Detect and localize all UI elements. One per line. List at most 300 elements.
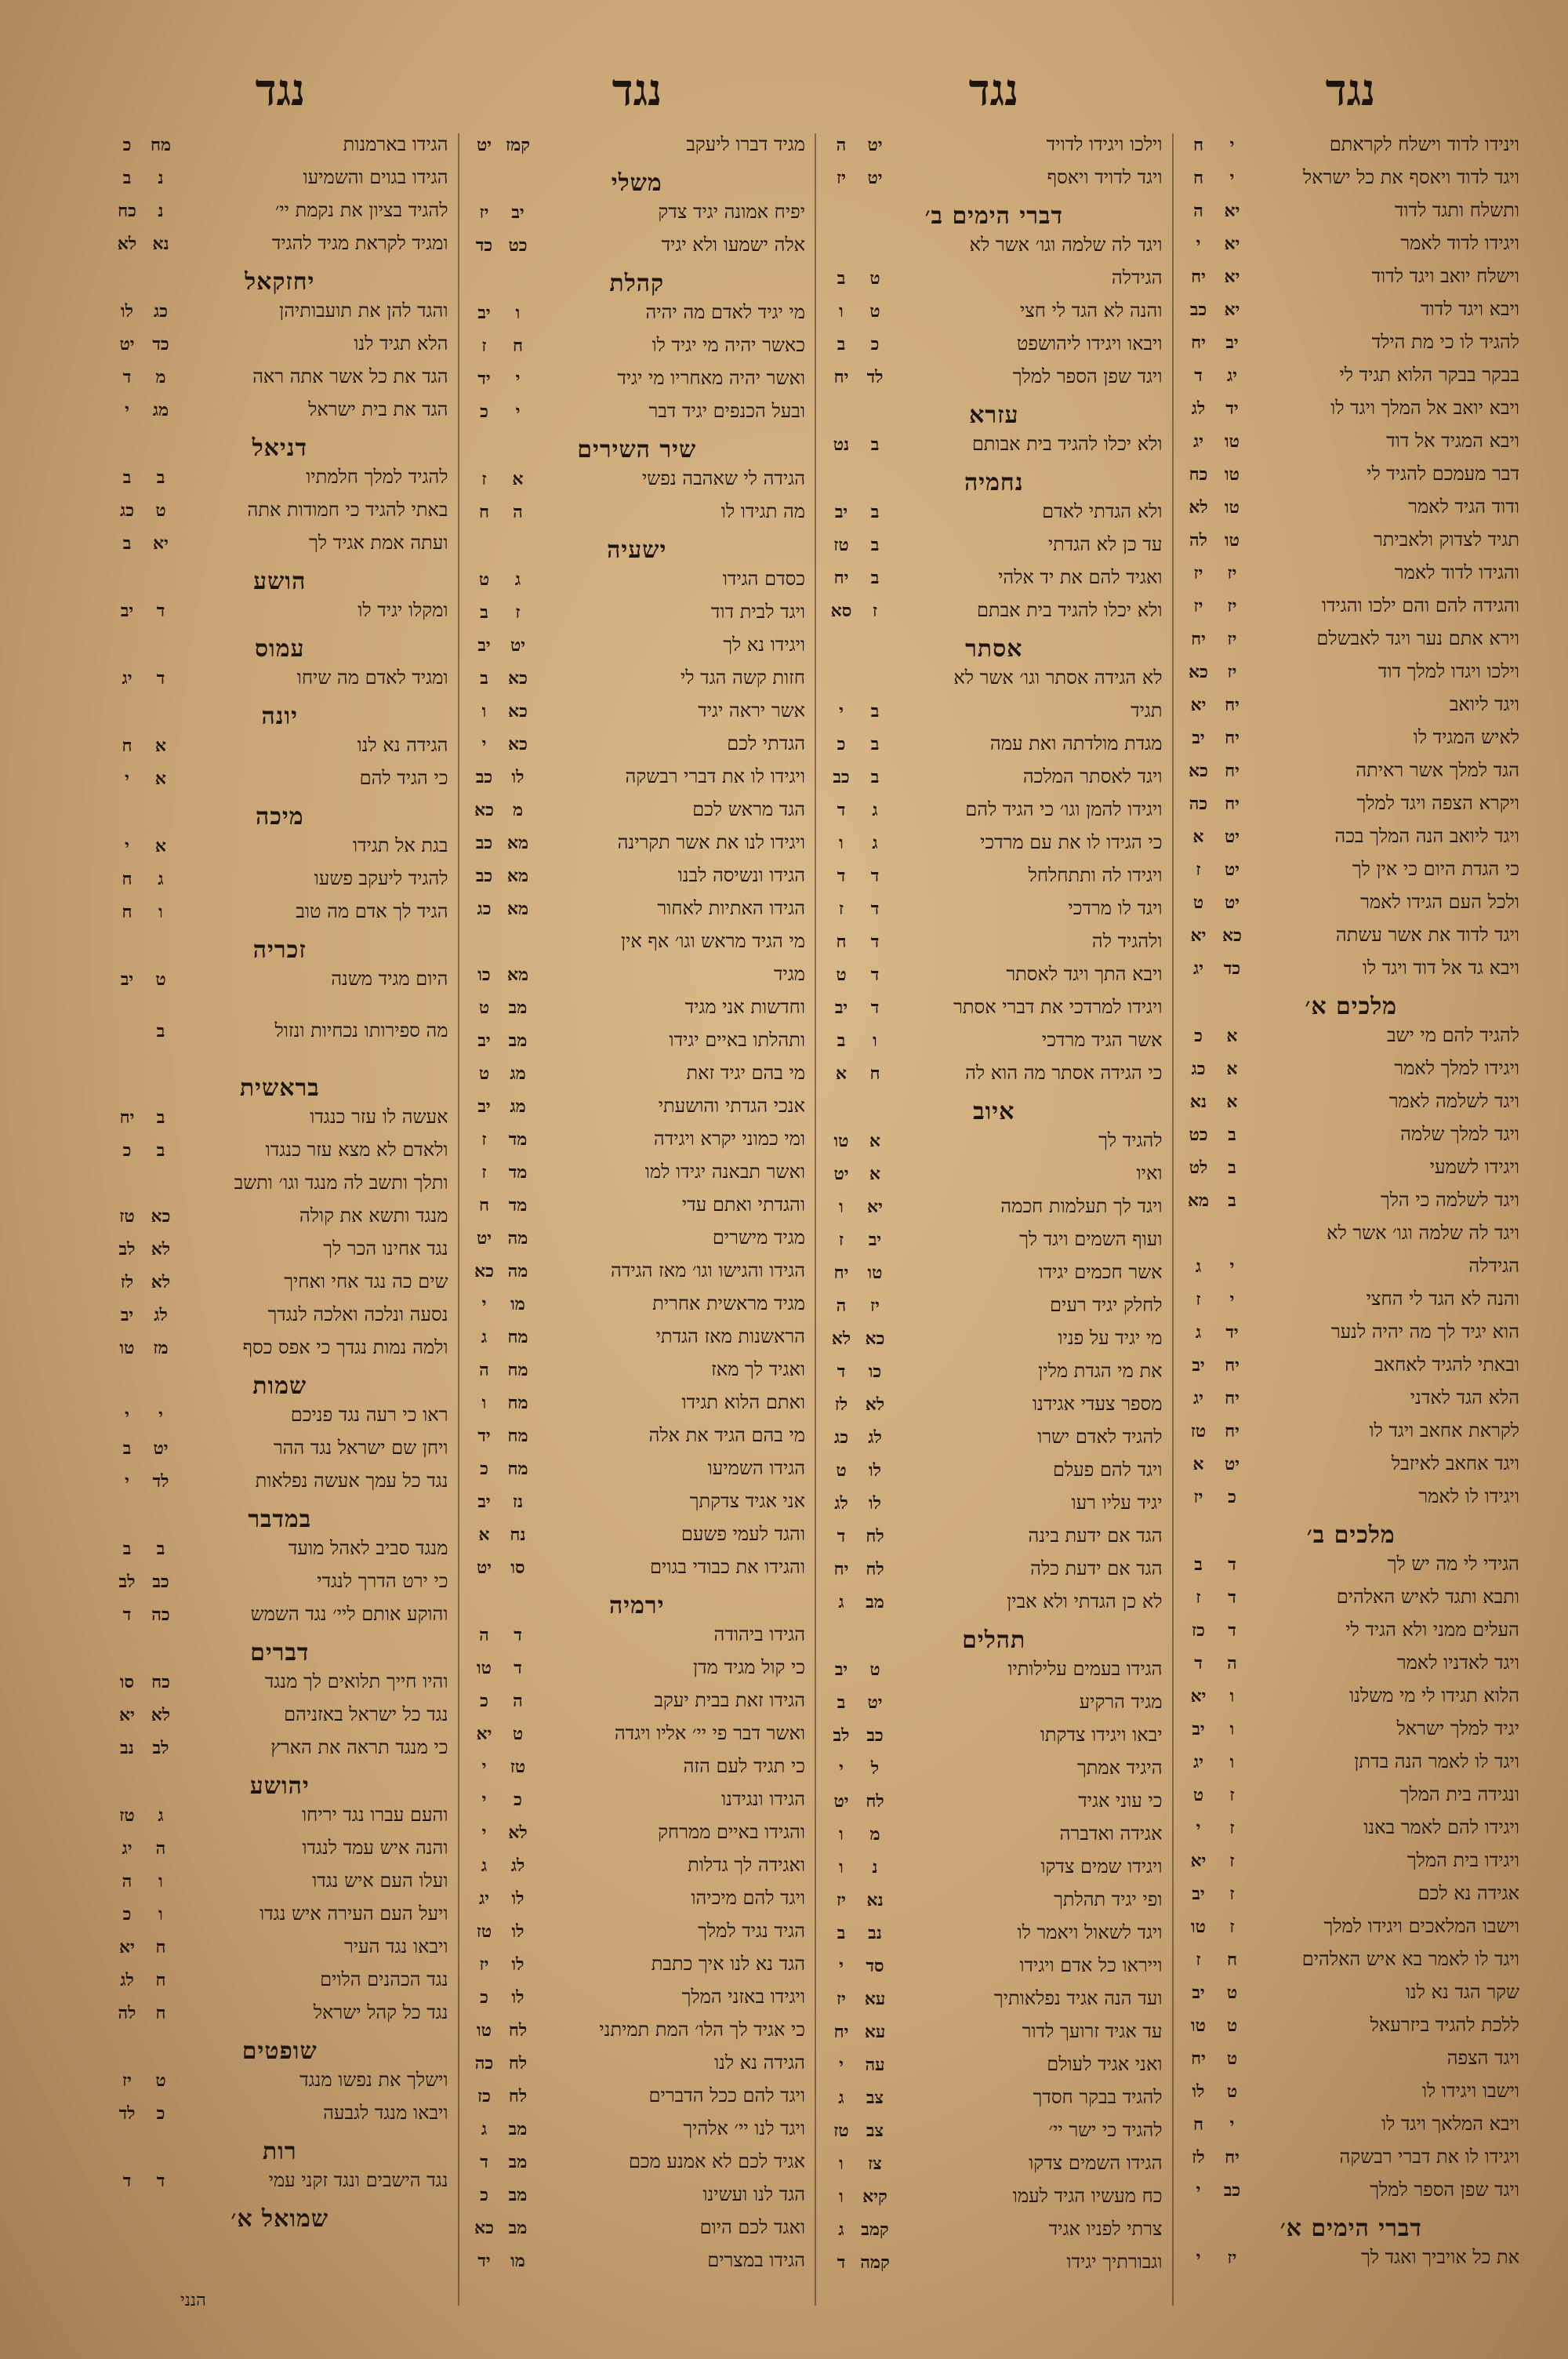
verse-number: כג: [833, 1427, 848, 1448]
chapter-number: מב: [508, 2152, 528, 2172]
verse-number: ז: [481, 469, 487, 489]
concordance-entry: [469, 2085, 806, 2117]
entry-text: ובאתי להגיד לאחאב: [1374, 1354, 1519, 1376]
verse-number: כ: [480, 2185, 488, 2205]
chapter-number: ב: [156, 1539, 165, 1559]
entry-text: הגידו בגוים והשמיעו: [303, 166, 448, 188]
verse-number: יח: [119, 1107, 135, 1128]
concordance-entry: [111, 1968, 448, 2001]
concordance-entry: [469, 1887, 806, 1920]
book-heading: שופטים: [241, 2037, 318, 2065]
concordance-entry: [826, 166, 1163, 199]
concordance-entry: [469, 500, 806, 533]
verse-number: לה: [1189, 530, 1207, 551]
verse-number: כב: [475, 833, 493, 853]
concordance-entry: [1183, 825, 1520, 858]
concordance-entry: [111, 767, 448, 800]
entry-text: להגיד למלך חלמתיו: [306, 466, 448, 488]
entry-text: מגיד: [774, 963, 805, 985]
verse-number: ד: [837, 1361, 846, 1382]
entry-text: ויגידו לשמעי: [1429, 1156, 1519, 1178]
chapter-number: ח: [1226, 1950, 1238, 1970]
concordance-entry: [826, 1921, 1163, 1954]
book-heading: אסתר: [965, 635, 1023, 663]
verse-number: טז: [476, 1921, 492, 1942]
verse-number: ו: [839, 833, 844, 853]
concordance-entry: [469, 1161, 806, 1194]
chapter-number: כא: [508, 668, 528, 689]
concordance-entry: [1183, 1717, 1520, 1750]
chapter-number: ז: [1229, 1851, 1235, 1871]
entry-text: כי הגידה אסתר מה הוא לה: [965, 1062, 1163, 1084]
concordance-entry: [111, 466, 448, 499]
concordance-entry: [469, 1490, 806, 1523]
concordance-entry: [826, 2053, 1163, 2086]
verse-number: ח: [1192, 135, 1204, 155]
entry-text: כי הגיד להם: [359, 767, 448, 789]
entry-text: וילכו ויגדו למלך דוד: [1377, 660, 1519, 682]
verse-number: יב: [1192, 1983, 1205, 2003]
verse-number: ו: [839, 1824, 844, 1845]
concordance-entry: [1183, 1915, 1520, 1948]
entry-text: כי הגדת היום כי אין לך: [1352, 858, 1519, 880]
concordance-entry: [469, 2052, 806, 2085]
chapter-number: ה: [513, 502, 523, 522]
concordance-entry: [826, 864, 1163, 897]
entry-text: בבקר בבקר הלוא תגיד לי: [1339, 364, 1519, 386]
concordance-entry: [111, 1270, 448, 1303]
verse-number: ג: [481, 1327, 488, 1347]
concordance-entry: [111, 734, 448, 767]
chapter-number: ט: [1226, 2016, 1238, 2036]
chapter-number: ד: [870, 965, 880, 985]
verse-number: ב: [480, 668, 488, 689]
concordance-entry: [826, 732, 1163, 765]
chapter-number: ח: [155, 1970, 166, 1990]
book-heading: הושע: [253, 568, 307, 595]
chapter-number: ב: [1228, 1158, 1236, 1178]
chapter-number: ט: [1226, 2081, 1238, 2102]
chapter-number: א: [1226, 1026, 1238, 1046]
entry-text: אשר חכמים יגידו: [1038, 1261, 1163, 1283]
concordance-entry: [469, 667, 806, 700]
chapter-number: לד: [866, 367, 884, 387]
concordance-entry: [826, 2251, 1163, 2284]
entry-text: ויגד שפן הספר למלך: [1012, 365, 1163, 387]
entry-text: את כל אויביך ואגד לך: [1360, 2246, 1519, 2268]
concordance-entry: [826, 2218, 1163, 2251]
concordance-entry: [469, 1227, 806, 1259]
chapter-number: ח: [512, 336, 524, 356]
concordance-entry: [469, 1821, 806, 1854]
verse-number: טו: [477, 2020, 492, 2041]
book-heading: ירמיה: [608, 1592, 665, 1619]
concordance-entry: [469, 1391, 806, 1424]
chapter-number: לג: [510, 1856, 525, 1876]
entry-text: העלים ממני ולא הגיד לי: [1345, 1619, 1519, 1641]
entry-text: ואיו: [1136, 1162, 1163, 1184]
verse-number: טו: [833, 1131, 849, 1151]
verse-number: ז: [481, 1162, 487, 1183]
book-heading: רות: [262, 2138, 297, 2165]
entry-text: ועלו העם איש נגדו: [312, 1870, 448, 1892]
entry-text: הגד לנו ועשינו: [702, 2183, 805, 2205]
chapter-number: יז: [1227, 596, 1237, 616]
chapter-number: לח: [866, 1791, 884, 1812]
entry-text: והגד להן את תועבותיהן: [279, 300, 448, 322]
concordance-entry: [111, 900, 448, 933]
entry-text: ויגידו לה ותתחלחל: [1028, 864, 1163, 886]
concordance-column: [815, 133, 1172, 2306]
concordance-entry: [469, 1623, 806, 1656]
book-heading: איוב: [973, 1098, 1015, 1125]
entry-text: וישלך את נפשו מנגד: [299, 2069, 448, 2091]
verse-number: ח: [478, 1195, 490, 1216]
concordance-entry: [469, 467, 806, 500]
chapter-number: מב: [508, 998, 528, 1018]
concordance-entry: [1183, 2014, 1520, 2047]
concordance-entry: [1183, 1948, 1520, 1981]
concordance-entry: [469, 1788, 806, 1821]
concordance-entry: [1183, 331, 1520, 364]
concordance-entry: [111, 867, 448, 900]
chapter-number: ו: [158, 1904, 163, 1925]
concordance-entry: [1183, 298, 1520, 331]
concordance-entry: [469, 201, 806, 234]
chapter-number: ב: [870, 535, 880, 555]
chapter-number: קמב: [861, 2219, 889, 2240]
entry-text: ויבאו ויגידו ליהושפט: [1016, 333, 1163, 354]
entry-text: וישבו ויגידו לו: [1421, 2080, 1519, 2102]
chapter-number: עא: [864, 2022, 886, 2042]
chapter-number: י: [1229, 135, 1235, 155]
chapter-number: ב: [156, 467, 165, 488]
concordance-entry: [111, 199, 448, 232]
concordance-entry: [826, 765, 1163, 798]
chapter-number: כד: [1223, 958, 1241, 979]
chapter-number: יב: [511, 202, 524, 223]
entry-text: ויגידו בית המלך: [1406, 1849, 1519, 1871]
chapter-number: מב: [508, 2119, 528, 2139]
chapter-number: יח: [1225, 1388, 1240, 1408]
concordance-entry: [826, 1459, 1163, 1492]
chapter-number: יב: [868, 1230, 882, 1250]
verse-number: יב: [477, 635, 491, 656]
verse-number: יב: [120, 969, 134, 990]
entry-text: ויגד להם מיכיהו: [691, 1887, 805, 1909]
verse-number: יב: [1192, 1884, 1205, 1904]
entry-text: ויבאו נגד העיר: [343, 1936, 448, 1957]
concordance-entry: [469, 798, 806, 831]
chapter-number: לד: [152, 1471, 169, 1492]
entry-text: מגיד מישרים: [712, 1227, 805, 1249]
book-heading: משלי: [611, 169, 662, 197]
concordance-entry: [826, 1029, 1163, 1062]
concordance-entry: [826, 1590, 1163, 1623]
entry-text: והיו חייך תלואים לך מנגד: [264, 1670, 448, 1692]
chapter-number: מא: [506, 899, 529, 919]
chapter-number: מב: [508, 2218, 528, 2238]
concordance-entry: [826, 930, 1163, 963]
concordance-entry: [1183, 1222, 1520, 1255]
entry-text: ויגד הצפה: [1446, 2047, 1519, 2069]
concordance-entry: [1183, 2080, 1520, 2113]
verse-number: יד: [477, 2251, 491, 2271]
chapter-number: יד: [1225, 1322, 1239, 1343]
entry-text: ויגידו לדוד לאמר: [1400, 232, 1519, 254]
entry-text: הגיד נגיד למלך: [698, 1920, 805, 1942]
chapter-number: מ: [869, 1824, 880, 1845]
verse-number: ז: [481, 336, 487, 356]
chapter-number: ב: [156, 1021, 165, 1041]
entry-text: ויבא המלאך ויגד לו: [1381, 2113, 1519, 2135]
concordance-entry: [1183, 1553, 1520, 1586]
chapter-number: ז: [872, 601, 878, 621]
entry-text: ויגד לה שלמה וגו׳ אשר לא: [1327, 1222, 1519, 1244]
chapter-number: לח: [508, 2053, 528, 2074]
spacer: [111, 1052, 448, 1071]
entry-text: ויגד להם ככל הדברים: [648, 2085, 805, 2106]
page-footer-catchword: הנני: [180, 2291, 206, 2310]
concordance-entry: [111, 2069, 448, 2102]
verse-number: נא: [1189, 1092, 1207, 1112]
verse-number: ד: [480, 2152, 488, 2172]
entry-text: יפיח אמונה יגיד צדק: [658, 201, 805, 223]
verse-number: ח: [1192, 2114, 1204, 2135]
verse-number: ט: [1192, 1785, 1204, 1805]
concordance-entry: [826, 1162, 1163, 1195]
concordance-entry: [469, 2019, 806, 2052]
concordance-entry: [826, 1525, 1163, 1558]
column-header: נגד: [968, 64, 1019, 116]
concordance-entry: [469, 996, 806, 1029]
entry-text: מי יגיד לאדם מה יהיה: [645, 301, 805, 323]
concordance-entry: [111, 1670, 448, 1703]
chapter-number: לא: [865, 1394, 885, 1415]
verse-number: ד: [122, 367, 132, 387]
verse-number: ב: [122, 1438, 132, 1459]
entry-text: ויגד לדוד ויאסף את כל ישראל: [1302, 166, 1519, 188]
verse-number: יח: [833, 2022, 849, 2042]
chapter-number: ח: [155, 2003, 166, 2023]
entry-text: הגד אם ידעת כלה: [1030, 1558, 1163, 1579]
book-heading: שמואל א׳: [230, 2205, 329, 2233]
entry-text: ויגידו לו את דברי רבשקה: [625, 765, 805, 787]
concordance-entry: [826, 1856, 1163, 1888]
chapter-number: מא: [506, 833, 529, 853]
chapter-number: מח: [507, 1360, 528, 1380]
chapter-number: לו: [511, 1888, 524, 1909]
chapter-number: ט: [869, 1659, 880, 1680]
entry-text: מי בהם יגיד זאת: [686, 1062, 805, 1084]
concordance-entry: [469, 1029, 806, 1062]
entry-text: ואשר יהיה מאחריו מי יגיד: [617, 367, 805, 389]
chapter-number: לא: [151, 1705, 171, 1725]
chapter-number: י: [515, 402, 521, 422]
concordance-entry: [111, 1837, 448, 1870]
chapter-number: צב: [866, 2088, 884, 2108]
verse-number: י: [1196, 2180, 1201, 2201]
chapter-number: כ: [514, 1790, 522, 1810]
verse-number: לג: [834, 1493, 848, 1514]
concordance-entry: [1183, 792, 1520, 825]
chapter-number: נ: [158, 201, 164, 221]
verse-number: יב: [1192, 1355, 1205, 1376]
entry-text: לקראת אחאב ויגד לו: [1369, 1419, 1519, 1441]
entry-text: אנכי הגדתי והושעתי: [658, 1095, 805, 1117]
book-heading: שיר השירים: [577, 436, 697, 463]
concordance-entry: [469, 1986, 806, 2019]
concordance-entry: [111, 1703, 448, 1736]
entry-text: מגיד הרקיע: [1079, 1691, 1163, 1713]
concordance-column: [102, 133, 458, 2306]
chapter-number: ט: [869, 268, 880, 289]
concordance-entry: [826, 1426, 1163, 1459]
chapter-number: כט: [508, 235, 528, 256]
verse-number: כח: [1189, 464, 1208, 485]
entry-text: לא כן הגדתי ולא אבין: [1007, 1590, 1163, 1612]
verse-number: ז: [838, 899, 844, 919]
verse-number: יז: [1193, 563, 1203, 583]
chapter-number: ט: [869, 301, 880, 322]
concordance-entry: [469, 601, 806, 634]
verse-number: כ: [480, 402, 488, 422]
entry-text: וינידו לדוד וישלח לקראתם: [1329, 133, 1519, 155]
entry-text: ויגד לו מרדכי: [1068, 897, 1163, 919]
chapter-number: קמז: [506, 135, 530, 155]
entry-text: ולמה נמות נגדך כי אפס כסף: [242, 1336, 448, 1358]
concordance-entry: [1183, 2179, 1520, 2212]
concordance-entry: [826, 667, 1163, 700]
chapter-number: א: [869, 1164, 881, 1184]
entry-text: ויגד לנו יי׳ אלהיך: [683, 2117, 805, 2139]
concordance-entry: [1183, 1321, 1520, 1354]
verse-number: ב: [122, 467, 132, 488]
entry-text: נגד כל קהל ישראל: [313, 2001, 448, 2023]
verse-number: ז: [1196, 1289, 1201, 1310]
chapter-number: לו: [869, 1460, 881, 1481]
chapter-number: מד: [508, 1195, 528, 1216]
chapter-number: כד: [152, 334, 169, 354]
concordance-entry: [826, 1691, 1163, 1724]
concordance-entry: [826, 1062, 1163, 1095]
concordance-entry: [1183, 660, 1520, 693]
verse-number: י: [125, 400, 129, 420]
verse-number: ה: [479, 1625, 489, 1645]
entry-text: ומגיד לאדם מה שיחו: [296, 667, 448, 689]
entry-text: להגיד לך: [1098, 1129, 1163, 1151]
concordance-entry: [469, 234, 806, 267]
verse-number: יט: [833, 1164, 849, 1184]
entry-text: שים כה נגד אחי ואחיך: [284, 1270, 448, 1292]
concordance-entry: [826, 500, 1163, 533]
concordance-entry: [826, 1228, 1163, 1261]
verse-number: יח: [1191, 267, 1206, 287]
chapter-number: לו: [511, 1954, 524, 1975]
concordance-columns: [102, 133, 1529, 2306]
chapter-number: נ: [158, 168, 164, 188]
verse-number: י: [839, 1956, 844, 1976]
entry-text: ויגידו למרדכי את דברי אסתר: [953, 996, 1163, 1018]
entry-text: הגד אם ידעת בינה: [1028, 1525, 1163, 1547]
concordance-entry: [826, 1360, 1163, 1393]
verse-number: י: [839, 2055, 844, 2075]
verse-number: לב: [118, 1239, 136, 1259]
book-heading: נחמיה: [964, 469, 1024, 496]
chapter-number: מב: [508, 2185, 528, 2205]
verse-number: ז: [1196, 1950, 1201, 1970]
chapter-number: ז: [1229, 1884, 1235, 1904]
verse-number: כא: [1189, 662, 1208, 682]
chapter-number: ב: [870, 568, 880, 588]
chapter-number: ב: [870, 701, 880, 722]
chapter-number: טו: [1225, 431, 1240, 452]
book-heading: יונה: [261, 703, 299, 730]
verse-number: לא: [1189, 497, 1208, 518]
chapter-number: מד: [508, 1162, 528, 1183]
chapter-number: טו: [1225, 530, 1240, 551]
verse-number: יא: [1190, 925, 1207, 946]
entry-text: נגד אחינו הכר לך: [323, 1238, 448, 1259]
entry-text: הגידו בעמים עלילותיו: [1007, 1658, 1163, 1680]
entry-text: תגיד לצדוק ולאביתר: [1373, 529, 1519, 551]
chapter-number: יג: [1226, 365, 1238, 386]
verse-number: לב: [118, 1572, 136, 1592]
entry-text: ותבא ותגד לאיש האלהים: [1336, 1586, 1519, 1608]
verse-number: י: [1196, 1818, 1201, 1838]
concordance-entry: [111, 232, 448, 265]
chapter-number: מא: [506, 866, 529, 886]
chapter-number: ד: [1228, 1554, 1236, 1575]
verse-number: לה: [118, 2003, 136, 2023]
chapter-number: י: [158, 1405, 163, 1426]
entry-text: להגיד כי ישר יי׳: [1048, 2119, 1163, 2141]
concordance-entry: [1183, 891, 1520, 924]
entry-text: אשר יראה יגיד: [698, 700, 805, 722]
verse-number: סו: [119, 1672, 135, 1692]
book-heading: דניאל: [252, 434, 307, 462]
concordance-entry: [111, 1336, 448, 1369]
verse-number: יט: [119, 334, 135, 354]
concordance-entry: [469, 367, 806, 400]
concordance-entry: [469, 1689, 806, 1722]
entry-text: מגיד דברו ליעקב: [686, 133, 805, 155]
book-heading: דברי הימים ב׳: [924, 202, 1063, 230]
entry-text: להגיד להם מי ישב: [1386, 1024, 1519, 1046]
chapter-number: יז: [870, 1296, 880, 1316]
chapter-number: כג: [153, 301, 168, 322]
verse-number: ח: [122, 902, 132, 922]
entry-text: ויגידו לנו את אשר תקרינה: [617, 831, 805, 853]
chapter-number: כח: [151, 1672, 170, 1692]
verse-number: יא: [1190, 1851, 1207, 1871]
chapter-number: טו: [1225, 464, 1240, 485]
entry-text: חזות קשה הגד לי: [681, 667, 805, 689]
entry-text: מגיד מראשית אחרית: [652, 1292, 805, 1314]
verse-number: כא: [474, 2218, 494, 2238]
entry-text: כי מנגד תראה את הארץ: [270, 1736, 448, 1758]
concordance-entry: [111, 1804, 448, 1837]
chapter-number: א: [512, 469, 524, 489]
entry-text: ולהגיד לה: [1091, 930, 1163, 952]
verse-number: טז: [833, 2121, 849, 2141]
entry-text: הגידו השמיעו: [707, 1457, 805, 1479]
entry-text: הגידו בארמנות: [343, 133, 448, 155]
entry-text: את מי הגדת מלין: [1038, 1360, 1163, 1382]
verse-number: ד: [1194, 365, 1203, 386]
concordance-entry: [469, 963, 806, 996]
chapter-number: מג: [510, 1063, 526, 1084]
